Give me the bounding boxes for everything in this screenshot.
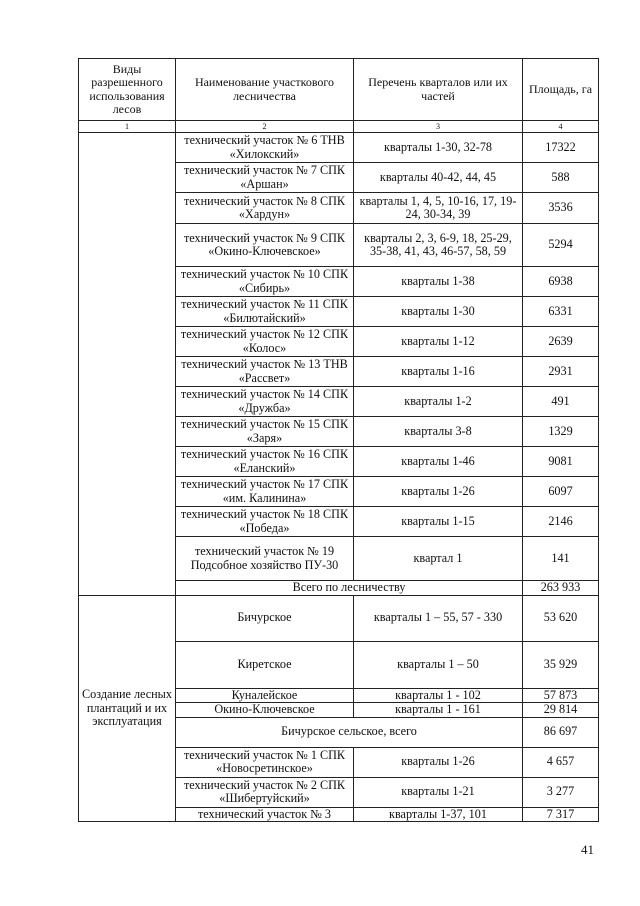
subtotal-label: Бичурское сельское, всего — [176, 717, 523, 747]
forestry-name-cell: технический участок № 10 СПК «Сибирь» — [176, 267, 354, 297]
quarters-cell: кварталы 1-46 — [354, 447, 523, 477]
column-number-row — [79, 121, 599, 133]
forestry-name-cell: технический участок № 15 СПК «Заря» — [176, 417, 354, 447]
area-cell: 588 — [523, 163, 599, 193]
quarters-cell: кварталы 1-37, 101 — [354, 807, 523, 822]
forestry-name-cell: технический участок № 3 — [176, 807, 354, 822]
forestry-name-cell: Киретское — [176, 641, 354, 688]
forestry-name-cell: технический участок № 17 СПК «им. Калинина» — [176, 477, 354, 507]
forestry-name-cell: технический участок № 13 ТНВ «Рассвет» — [176, 357, 354, 387]
area-cell: 2931 — [523, 357, 599, 387]
area-cell: 491 — [523, 387, 599, 417]
subtotal-area: 86 697 — [523, 717, 599, 747]
area-cell: 35 929 — [523, 641, 599, 688]
quarters-cell: кварталы 2, 3, 6-9, 18, 25-29, 35-38, 41, 43, 46-57, 58, 59 — [354, 224, 523, 267]
column-number: 3 — [354, 121, 523, 133]
forestry-name-cell: технический участок № 14 СПК «Дружба» — [176, 387, 354, 417]
forestry-name-cell: технический участок № 11 СПК «Билютайский» — [176, 297, 354, 327]
quarters-cell: кварталы 40-42, 44, 45 — [354, 163, 523, 193]
area-cell: 5294 — [523, 224, 599, 267]
forestry-name-cell: технический участок № 6 ТНВ «Хилокский» — [176, 133, 354, 163]
table-header-row — [79, 59, 599, 121]
quarters-cell: кварталы 1-2 — [354, 387, 523, 417]
area-cell: 29 814 — [523, 703, 599, 718]
forestry-name-cell: технический участок № 19 Подсобное хозяйство ПУ-30 — [176, 537, 354, 581]
area-cell: 57 873 — [523, 688, 599, 703]
quarters-cell: кварталы 3-8 — [354, 417, 523, 447]
area-cell: 3536 — [523, 193, 599, 224]
quarters-cell: кварталы 1-38 — [354, 267, 523, 297]
forestry-name-cell: технический участок № 9 СПК «Окино-Ключевское» — [176, 224, 354, 267]
quarters-cell: кварталы 1-30 — [354, 297, 523, 327]
quarters-cell: кварталы 1-26 — [354, 747, 523, 777]
area-cell: 1329 — [523, 417, 599, 447]
quarters-cell: кварталы 1 – 55, 57 - 330 — [354, 595, 523, 641]
quarters-cell: кварталы 1-30, 32-78 — [354, 133, 523, 163]
area-cell: 6097 — [523, 477, 599, 507]
header-usage-type: Виды разрешенного использования лесов — [79, 59, 176, 121]
area-cell: 17322 — [523, 133, 599, 163]
area-cell: 2639 — [523, 327, 599, 357]
column-number: 1 — [79, 121, 176, 133]
forestry-name-cell: технический участок № 18 СПК «Победа» — [176, 507, 354, 537]
quarters-cell: кварталы 1 - 102 — [354, 688, 523, 703]
area-cell: 7 317 — [523, 807, 599, 822]
area-cell: 53 620 — [523, 595, 599, 641]
header-forestry-name: Наименование участкового лесничества — [176, 59, 354, 121]
usage-type-cell-empty — [79, 133, 176, 596]
forestry-name-cell: технический участок № 7 СПК «Аршан» — [176, 163, 354, 193]
area-cell: 2146 — [523, 507, 599, 537]
quarters-cell: кварталы 1-15 — [354, 507, 523, 537]
header-quarters-list: Перечень кварталов или их частей — [354, 59, 523, 121]
forest-usage-table — [78, 58, 599, 822]
quarters-cell: кварталы 1-21 — [354, 777, 523, 807]
quarters-cell: кварталы 1 - 161 — [354, 703, 523, 718]
area-cell: 6938 — [523, 267, 599, 297]
area-cell: 9081 — [523, 447, 599, 477]
quarters-cell: кварталы 1-26 — [354, 477, 523, 507]
usage-type-plantations: Создание лесных плантаций и их эксплуатация — [79, 595, 176, 822]
forestry-name-cell: Окино-Ключевское — [176, 703, 354, 718]
quarters-cell: кварталы 1, 4, 5, 10-16, 17, 19-24, 30-34, 39 — [354, 193, 523, 224]
area-cell: 141 — [523, 537, 599, 581]
forestry-name-cell: Бичурское — [176, 595, 354, 641]
quarters-cell: кварталы 1 – 50 — [354, 641, 523, 688]
area-cell: 3 277 — [523, 777, 599, 807]
column-number: 4 — [523, 121, 599, 133]
forestry-name-cell: технический участок № 2 СПК «Шибертуйский» — [176, 777, 354, 807]
table-row — [79, 595, 599, 641]
forestry-name-cell: Куналейское — [176, 688, 354, 703]
area-cell: 4 657 — [523, 747, 599, 777]
area-cell: 6331 — [523, 297, 599, 327]
forestry-name-cell: технический участок № 8 СПК «Хардун» — [176, 193, 354, 224]
total-label: Всего по лесничеству — [176, 581, 523, 596]
column-number: 2 — [176, 121, 354, 133]
quarters-cell: квартал 1 — [354, 537, 523, 581]
total-area: 263 933 — [523, 581, 599, 596]
forestry-name-cell: технический участок № 16 СПК «Еланский» — [176, 447, 354, 477]
forestry-name-cell: технический участок № 1 СПК «Новосретинское» — [176, 747, 354, 777]
quarters-cell: кварталы 1-16 — [354, 357, 523, 387]
header-area: Площадь, га — [523, 59, 599, 121]
table-row — [79, 133, 599, 163]
page-number: 41 — [581, 842, 594, 857]
quarters-cell: кварталы 1-12 — [354, 327, 523, 357]
forestry-name-cell: технический участок № 12 СПК «Колос» — [176, 327, 354, 357]
